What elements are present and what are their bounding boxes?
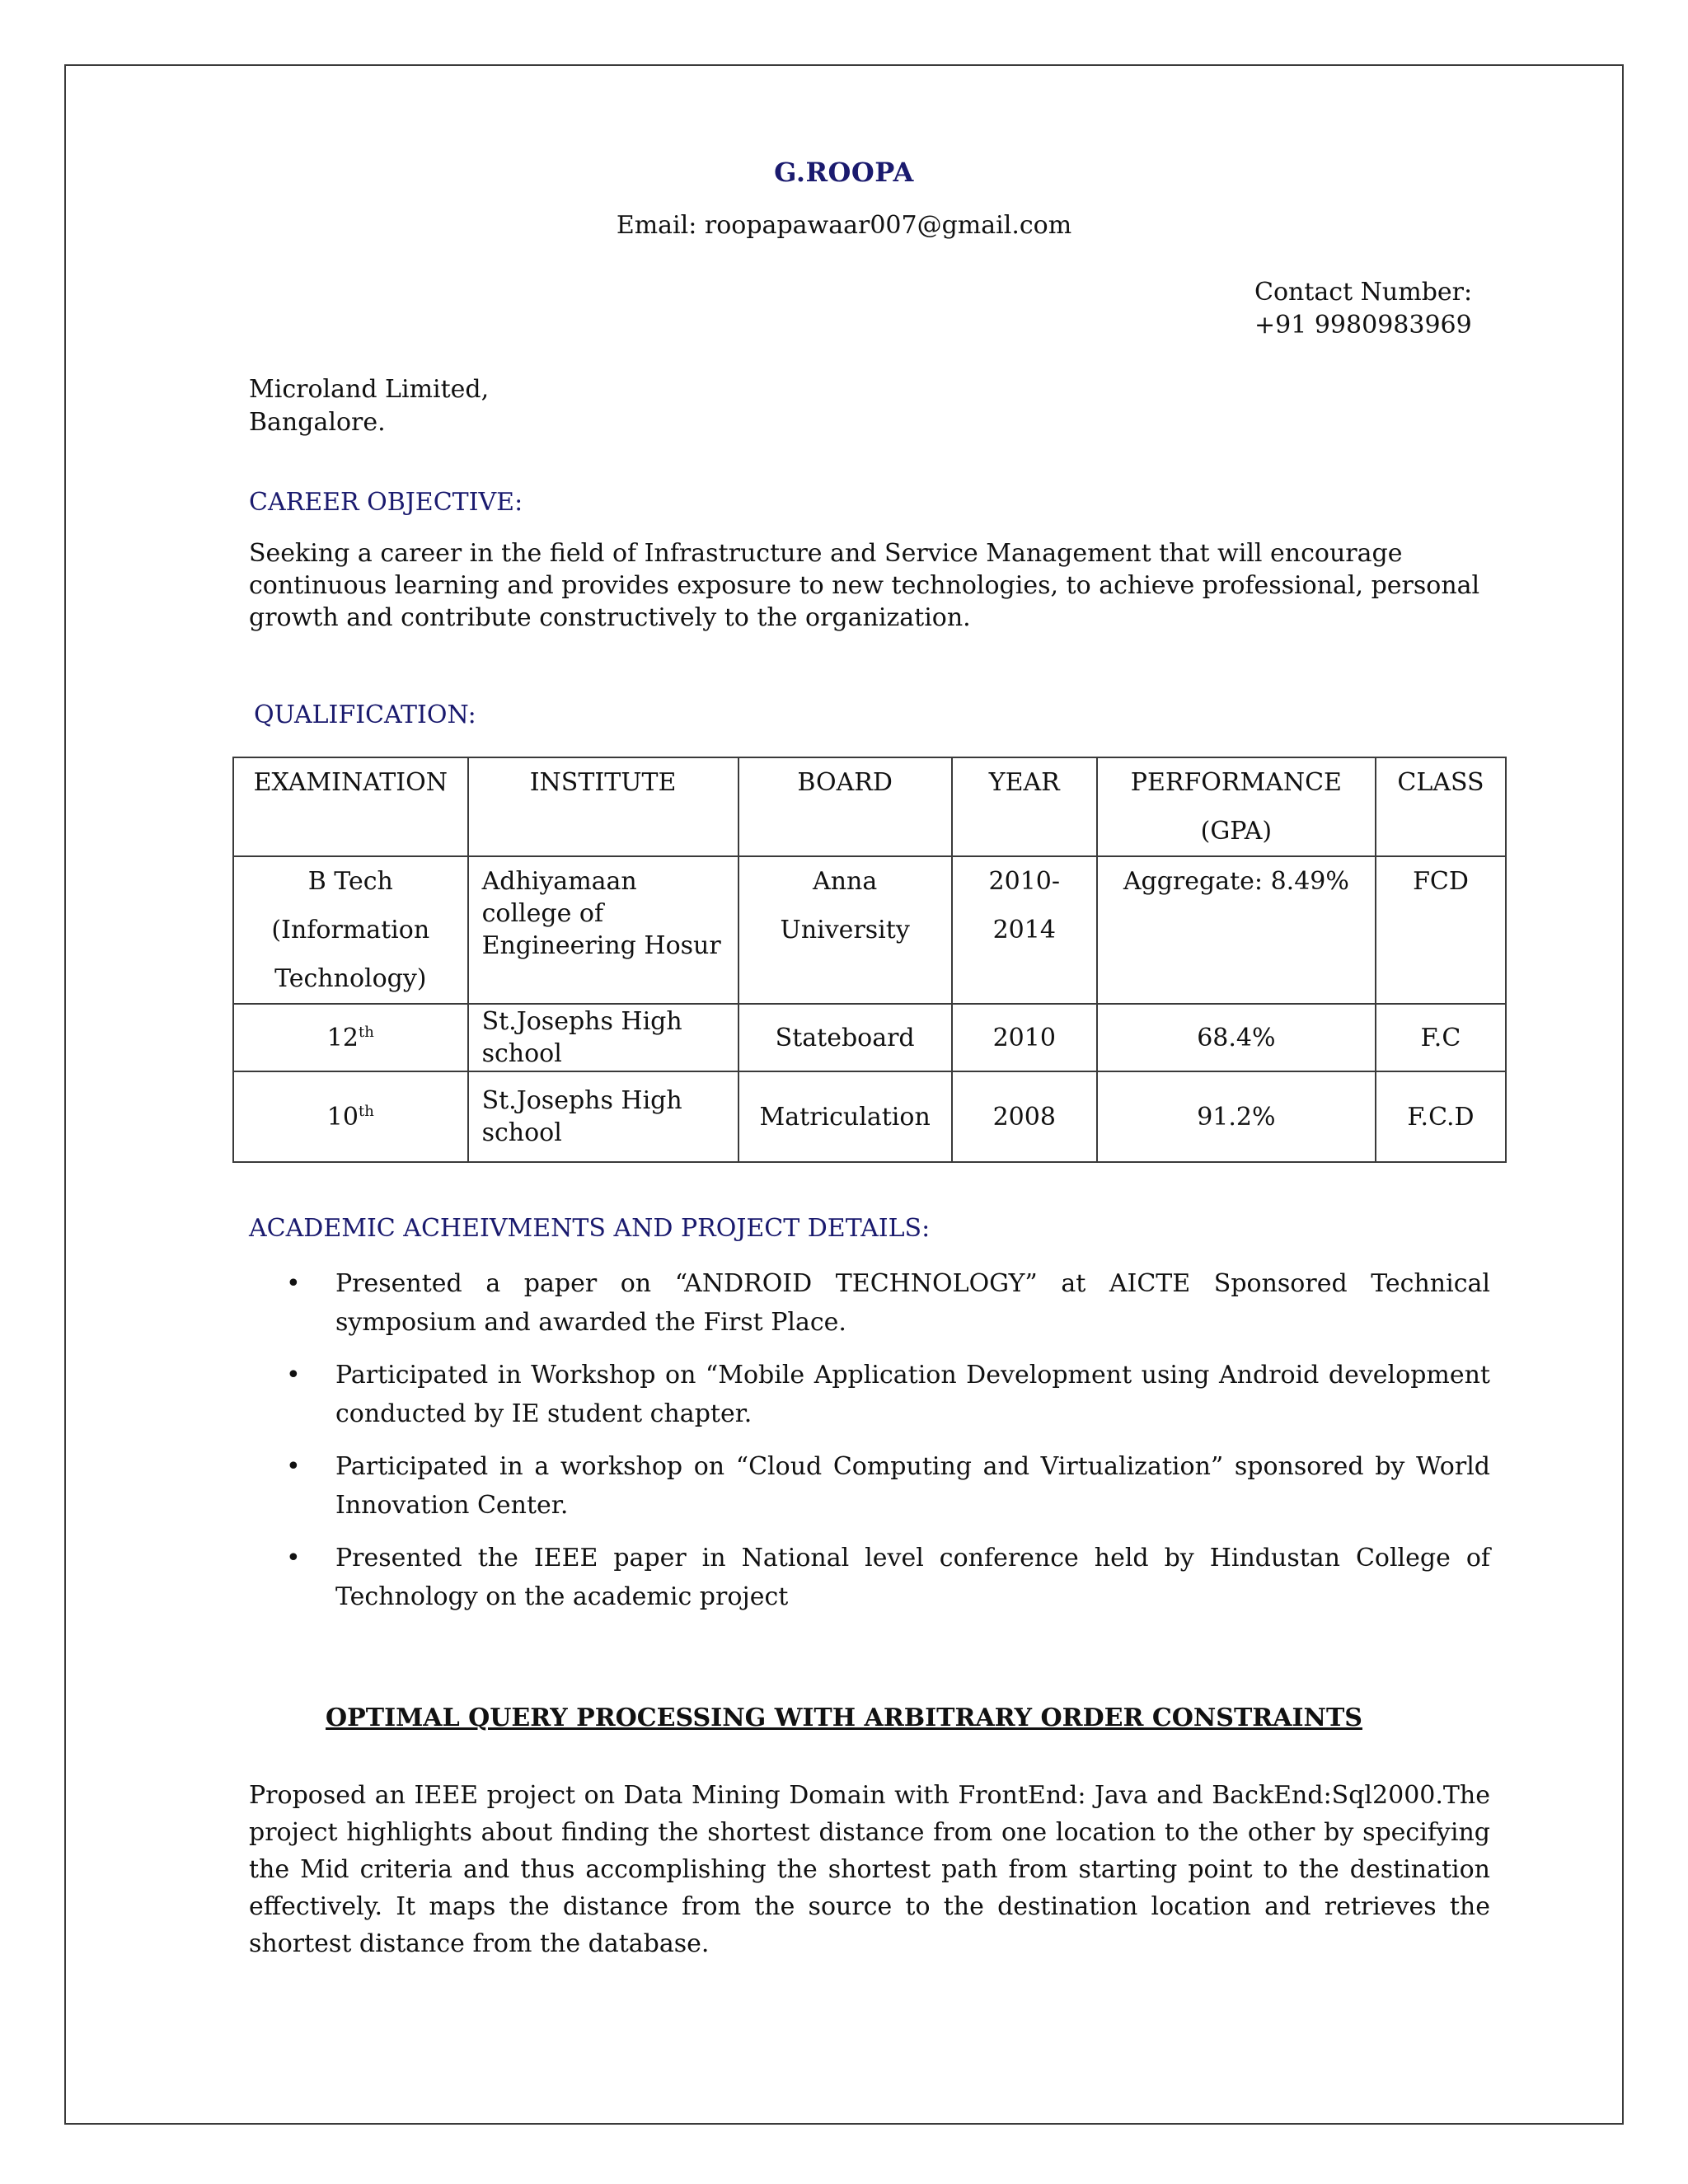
board-cell: Anna University [738,856,952,1004]
class-cell: F.C [1376,1004,1506,1071]
table-row [233,1004,1506,1071]
company-block [249,373,489,439]
contact-block [1254,276,1472,342]
column-header: PERFORMANCE (GPA) [1097,757,1376,856]
company-name: Microland Limited, [249,375,490,404]
list-item [249,1264,1490,1342]
table-row [233,856,1506,1004]
career-objective-text: Seeking a career in the field of Infrastructure and Service Management that will encourage continuous learning and provides exposure to new technologies, to achieve professional, personal growth and contribute constructively to the organization. [249,539,1480,632]
table-header-row [233,757,1506,856]
table-row [233,1071,1506,1162]
list-item-text: Presented the IEEE paper in National level conference held by Hindustan College of Technology on the academic project [335,1544,1490,1611]
list-item-text: Presented a paper on “ANDROID TECHNOLOGY” at AICTE Sponsored Technical symposium and awarded the First Place. [335,1269,1490,1337]
bullet-icon: • [286,1452,301,1481]
contact-label: Contact Number: [1254,278,1473,307]
exam-number: 10 [326,1102,359,1132]
bullet-icon: • [286,1269,301,1298]
exam-number: 12 [326,1023,359,1052]
achievements-heading: ACADEMIC ACHEIVMENTS AND PROJECT DETAILS: [249,1214,931,1243]
performance-cell: 68.4% [1097,1004,1376,1071]
list-item-text: Participated in a workshop on “Cloud Computing and Virtualization” sponsored by World Innovation Center. [335,1452,1490,1520]
year-cell: 2010- 2014 [952,856,1097,1004]
list-item [249,1447,1490,1525]
exam-suffix: th [358,1023,374,1041]
institute-cell: St.Josephs High school [468,1004,738,1071]
qualification-heading: QUALIFICATION: [254,701,476,729]
exam-cell [233,1004,468,1071]
bullet-icon: • [286,1361,301,1390]
board-cell: Matriculation [738,1071,952,1162]
exam-suffix: th [358,1102,374,1120]
year-cell: 2008 [952,1071,1097,1162]
performance-cell: Aggregate: 8.49% [1097,856,1376,1004]
exam-cell [233,1071,468,1162]
class-cell: F.C.D [1376,1071,1506,1162]
achievements-list [249,1264,1490,1630]
contact-number: +91 9980983969 [1254,311,1472,340]
exam-cell: B Tech (Information Technology) [233,856,468,1004]
project-description: Proposed an IEEE project on Data Mining Domain with FrontEnd: Java and BackEnd:Sql2000.The project highlights about finding the shortest distance from one location to the other by specifying the Mid criteria and thus accomplishing the shortest path from starting point to the destination effectively. It maps the distance from the source to the destination location and retrieves the shortest distance from the database. [249,1781,1490,1958]
list-item [249,1539,1490,1616]
board-cell: Stateboard [738,1004,952,1071]
column-header: INSTITUTE [468,757,738,856]
column-header: EXAMINATION [233,757,468,856]
institute-cell: Adhiyamaan college of Engineering Hosur [468,856,738,1004]
year-cell: 2010 [952,1004,1097,1071]
bullet-icon: • [286,1544,301,1572]
column-header: BOARD [738,757,952,856]
institute-cell: St.Josephs High school [468,1071,738,1162]
company-city: Bangalore. [249,408,386,437]
qualification-table [232,757,1507,1163]
column-header: CLASS [1376,757,1506,856]
email-line: Email: roopapawaar007@gmail.com [616,211,1072,240]
project-title: OPTIMAL QUERY PROCESSING WITH ARBITRARY ORDER CONSTRAINTS [326,1704,1362,1732]
list-item-text: Participated in Workshop on “Mobile Application Development using Android development conducted by IE student chapter. [335,1361,1490,1428]
performance-cell: 91.2% [1097,1071,1376,1162]
list-item [249,1356,1490,1433]
candidate-name: G.ROOPA [774,157,914,188]
class-cell: FCD [1376,856,1506,1004]
column-header: YEAR [952,757,1097,856]
career-objective-heading: CAREER OBJECTIVE: [249,488,523,517]
